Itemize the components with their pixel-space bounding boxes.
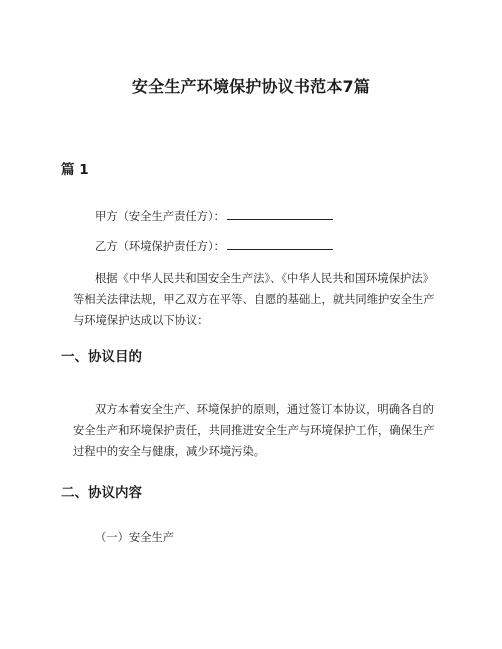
subsection1-heading: （一）安全生产 — [95, 531, 175, 544]
party-b-line — [95, 236, 435, 257]
party-a-blank — [227, 207, 333, 220]
party-a-line — [95, 206, 435, 227]
section1-paragraph: 双方本着安全生产、环境保护的原则，通过签订本协议，明确各自的安全生产和环境保护责任，共同推进安全生产与环境保护工作，确保生产过程中的安全与健康，减少环境污染。 — [73, 403, 435, 458]
party-b-label: 乙方（环境保护责任方）： — [95, 240, 225, 253]
document-title: 安全生产环境保护协议书范本7篇 — [131, 77, 371, 96]
party-b-blank — [227, 237, 333, 250]
part-heading: 篇 1 — [61, 162, 89, 178]
section1-heading: 一、协议目的 — [61, 349, 142, 365]
intro-paragraph: 根据《中华人民共和国安全生产法》、《中华人民共和国环境保护法》等相关法律法规，甲乙双方在平等、自愿的基础上，就共同维护安全生产与环境保护达成以下协议： — [73, 272, 435, 327]
section2-heading: 二、协议内容 — [61, 485, 142, 501]
party-a-label: 甲方（安全生产责任方）： — [95, 210, 225, 223]
